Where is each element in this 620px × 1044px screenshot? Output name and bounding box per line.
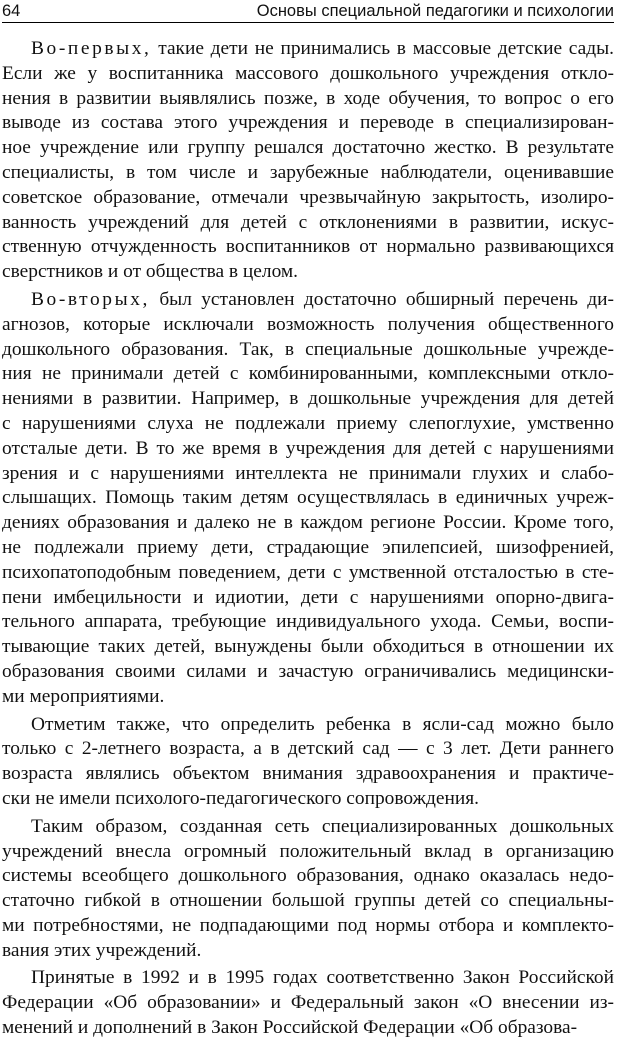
text-line [2,889,614,914]
text-line [2,111,614,136]
body-text [2,37,614,1044]
line-text: Если же у воспитанника массового дошкольного учреждения откло- [2,62,614,84]
line-text: вания этих учреждений. [2,939,202,961]
paragraph [2,713,614,812]
line-text: агнозов, которые исключали возможность получения общественного [2,313,614,335]
text-line [2,586,614,611]
text-line [2,437,614,462]
line-text: ное учреждение или группу решался достаточно жестко. В результате [2,137,614,159]
text-line [2,1016,614,1041]
line-text: тельного аппарата, требующие индивидуального ухода. Семьи, воспи- [2,611,614,633]
text-line [2,387,614,412]
text-line [2,966,614,991]
line-text: зрения и с нарушениями интеллекта не принимали глухих и слабо- [2,462,614,484]
text-line [2,412,614,437]
line-text: не подлежали приему дети, страдающие эпилепсией, шизофренией, [2,536,614,558]
line-text: советское образование, отмечали чрезвычайную закрытость, изолиро- [2,186,614,208]
line-text: дениях образования и далеко не в каждом регионе России. Кроме того, [2,512,614,534]
text-line [2,235,614,260]
text-line [2,864,614,889]
text-line [2,136,614,161]
text-line [2,713,614,738]
line-text: системы всеобщего дошкольного образования, однако оказалась недо- [2,865,614,887]
line-text: Принятые в 1992 и в 1995 годах соответственно Закон Российской [31,967,614,989]
line-text: ми потребностями, не подпадающими под нормы отбора и комплекто- [2,914,614,936]
line-text: выводе из состава этого учреждения и переводе в специализирован- [2,112,614,134]
line-text: отсталые дети. В то же время в учреждения для детей с нарушениями [2,437,614,459]
text-line [2,737,614,762]
line-text: был установлен достаточно обширный перечень ди- [159,288,614,310]
line-text: дошкольного образования. Так, в специальные дошкольные учрежде- [2,338,614,360]
text-line [2,288,614,313]
text-line [2,840,614,865]
line-text: нениями в развитии. Например, в дошкольные учреждения для детей [2,388,614,410]
text-line [2,161,614,186]
line-text: статочно гибкой в отношении большой группы детей со специальны- [2,890,614,912]
line-text: образования своими силами и зачастую ограничивались медицински- [2,660,614,682]
text-line [2,610,614,635]
page-number: 64 [2,2,21,20]
paragraph [2,37,614,285]
line-text: учреждений внесла огромный положительный вклад в организацию [2,840,614,862]
text-line [2,635,614,660]
running-header [2,0,614,23]
text-line [2,87,614,112]
text-line [2,991,614,1016]
paragraph [2,966,614,1040]
paragraph [2,288,614,710]
line-text: такие дети не принимались в массовые детские сады. [158,38,614,59]
text-line [2,362,614,387]
text-line [2,313,614,338]
text-line [2,660,614,685]
text-line [2,260,614,285]
line-text: ванность учреждений для детей с отклонениями в развитии, искус- [2,211,614,233]
paragraph [2,815,614,964]
line-text: Таким образом, созданная сеть специализированных дошкольных [31,815,614,837]
text-line [2,62,614,87]
lead-word: Во-первых, [31,38,152,59]
line-text: менений и дополнений в Закон Российской Федерации «Об образова- [2,1017,578,1039]
line-text: с нарушениями слуха не подлежали приему слепоглухие, умственно [2,412,614,434]
running-title: Основы специальной педагогики и психологии [256,2,614,20]
text-line [2,211,614,236]
line-text: возраста являлись объектом внимания здравоохранения и практиче- [2,763,614,785]
text-line [2,486,614,511]
line-text: пени имбецильности и идиотии, дети с нарушениями опорно-двига- [2,586,614,608]
line-text: только с 2-летнего возраста, а в детский сад — с 3 лет. Дети раннего [2,738,614,760]
line-text: Отметим также, что определить ребенка в ясли-сад можно было [31,713,614,735]
line-text: специалисты, в том числе и зарубежные наблюдатели, оценивавшие [2,161,614,183]
line-text: психопатоподобным поведением, дети с умственной отсталостью в сте- [2,561,614,583]
line-text: ственную отчужденность воспитанников от нормально развивающихся [2,236,614,258]
text-line [2,338,614,363]
text-line [2,462,614,487]
line-text: слышащих. Помощь таким детям осуществлялась в единичных учреж- [2,487,614,509]
text-line [2,939,614,964]
line-text: ния не принимали детей с комбинированными, комплексными откло- [2,363,614,385]
text-line [2,685,614,710]
text-line [2,37,614,62]
line-text: ски не имели психолого-педагогического сопровождения. [2,787,479,809]
line-text: сверстников и от общества в целом. [2,261,299,283]
line-text: нения в развитии выявлялись позже, в ходе обучения, то вопрос о его [2,87,614,109]
text-line [2,815,614,840]
text-line [2,914,614,939]
text-line [2,186,614,211]
line-text: ми мероприятиями. [2,685,165,707]
text-line [2,511,614,536]
line-text: Федерации «Об образовании» и Федеральный закон «О внесении из- [2,992,614,1014]
text-line [2,787,614,812]
line-text: тывающие таких детей, вынуждены были обходиться в отношении их [2,636,614,658]
text-line [2,762,614,787]
text-line [2,561,614,586]
lead-word: Во-вторых, [31,288,150,310]
text-line [2,536,614,561]
